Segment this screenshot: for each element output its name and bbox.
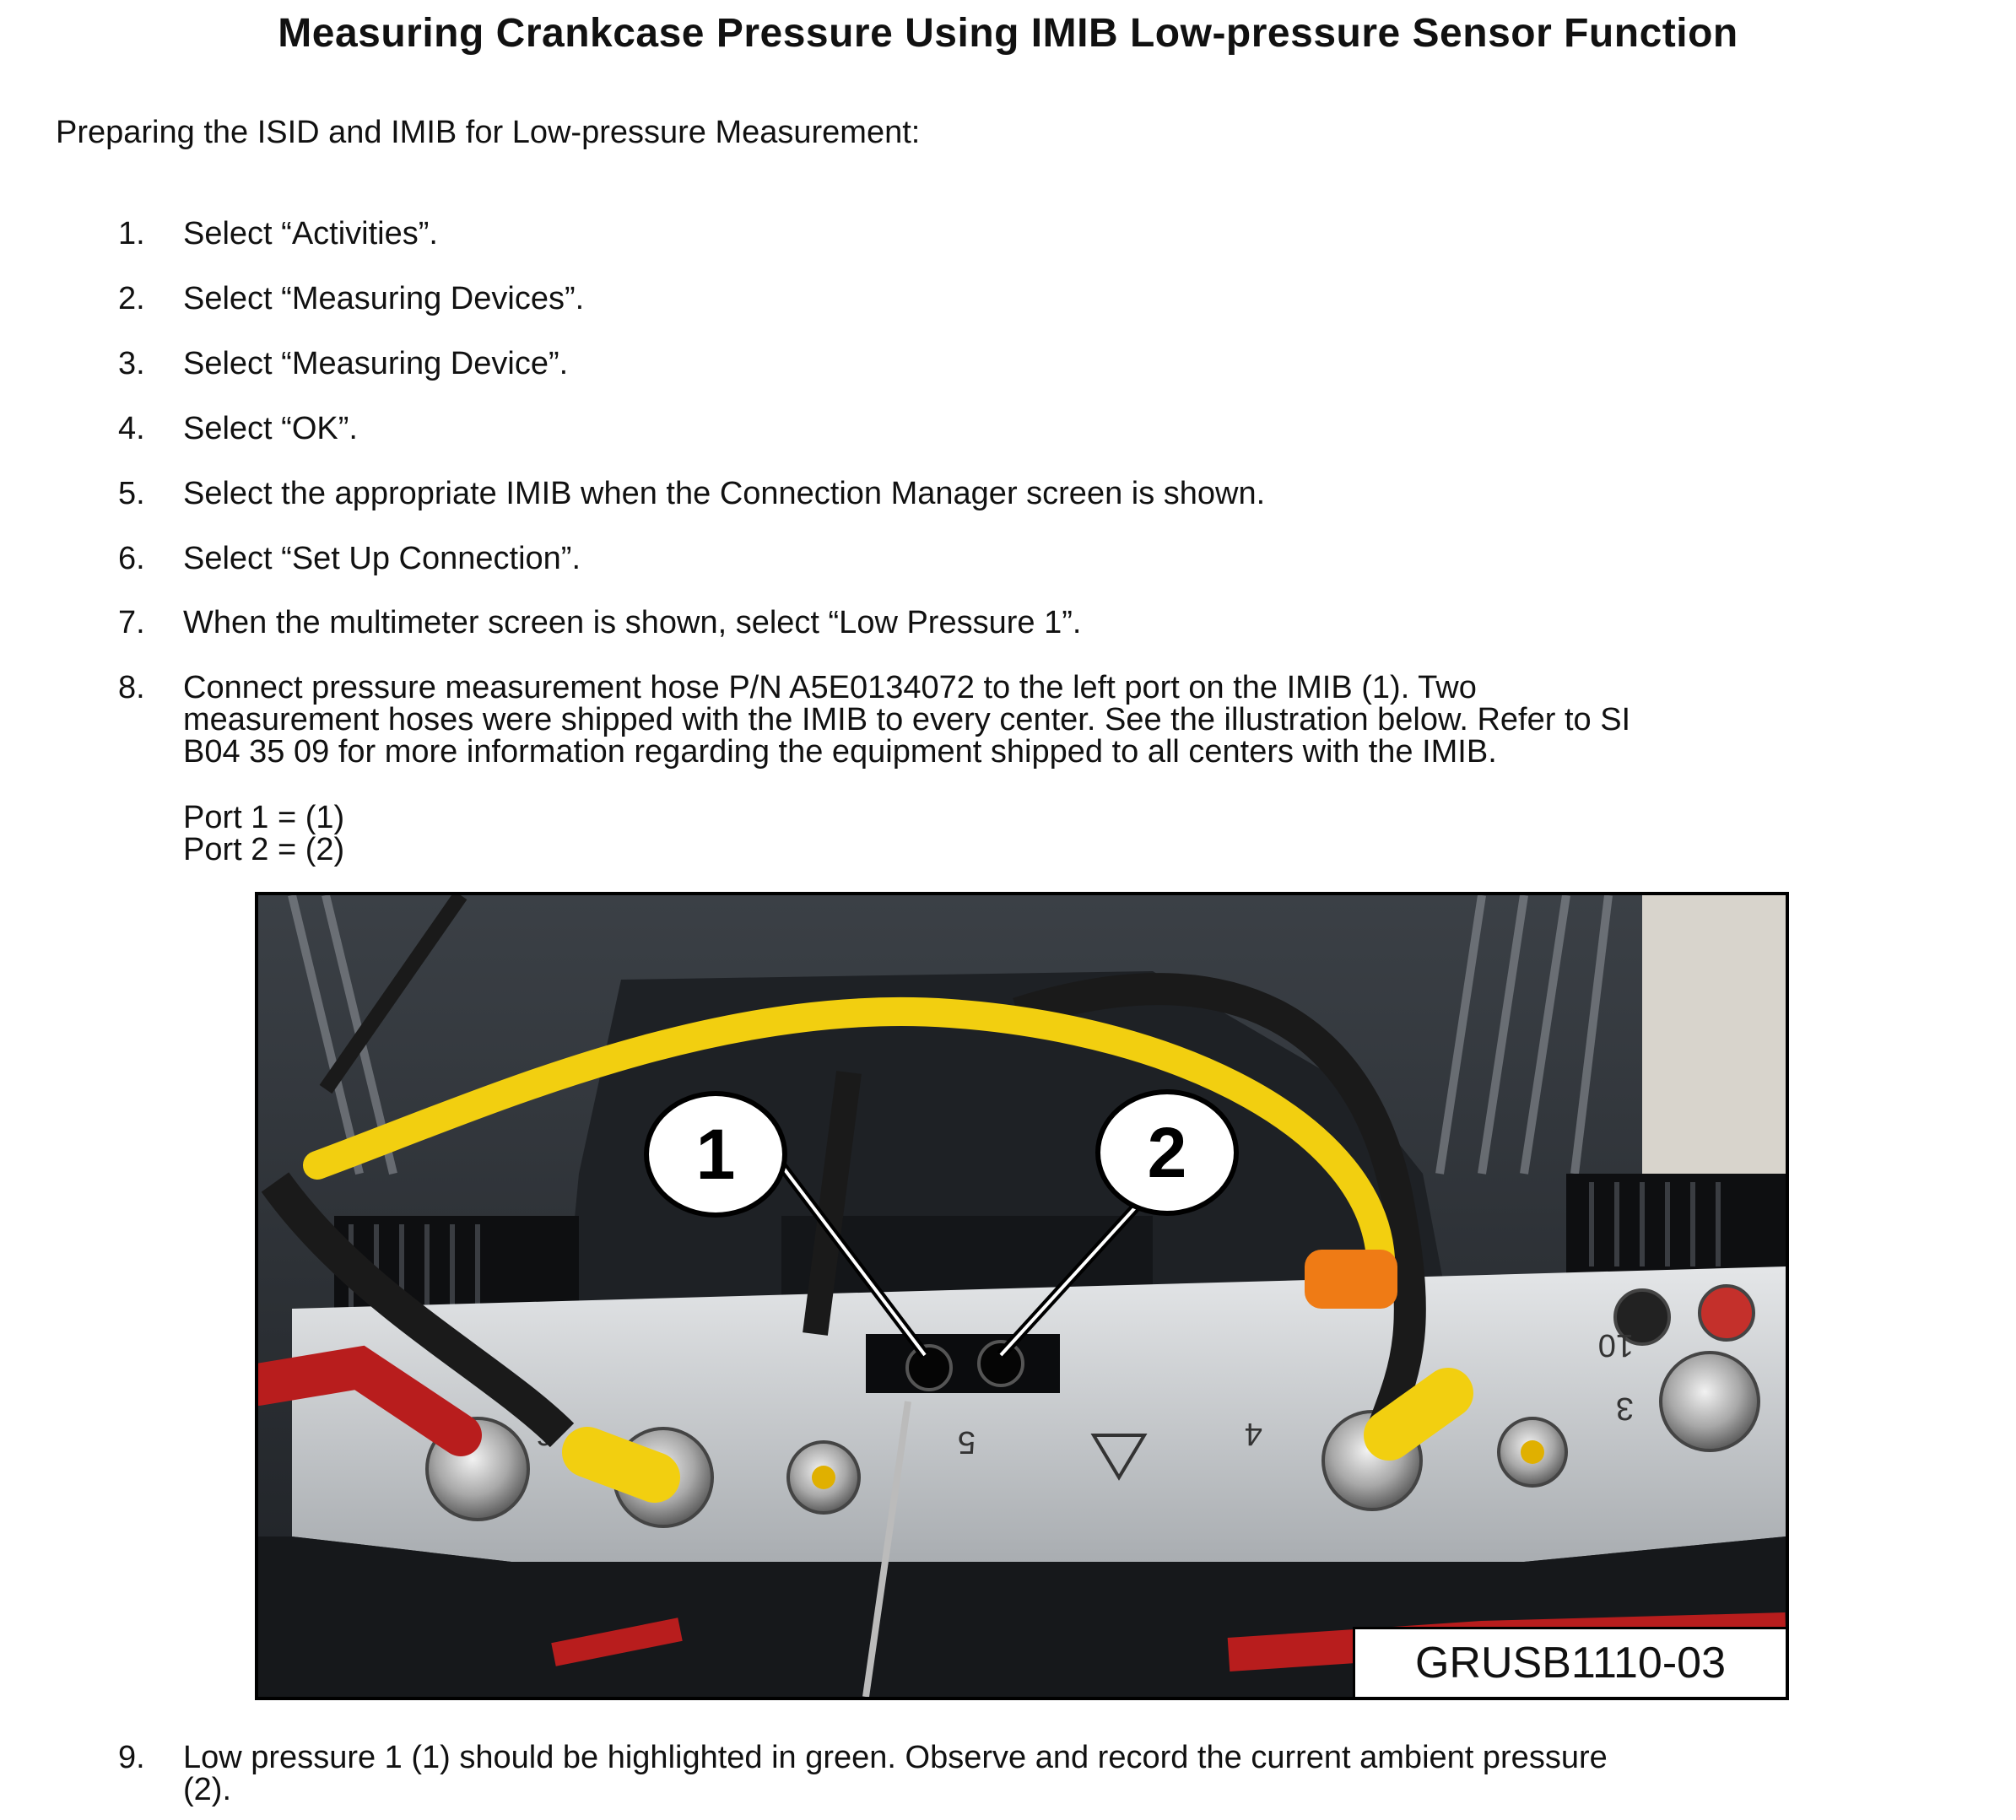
panel-port-number: 10: [1597, 1327, 1634, 1363]
step-number: 9.: [118, 1740, 145, 1775]
panel-port-number: 4: [1244, 1416, 1262, 1451]
step-number: 5.: [118, 476, 145, 511]
figure-caption: GRUSB1110-03: [1353, 1627, 1786, 1697]
step-text: Select “Set Up Connection”.: [183, 541, 581, 576]
imib-photo: [255, 892, 1789, 1700]
panel-port-number: 6: [535, 1416, 554, 1451]
panel-port-number: 5: [957, 1424, 976, 1460]
step-text-line: Low pressure 1 (1) should be highlighted in green. Observe and record the current ambient pressure: [183, 1740, 1608, 1775]
port-label-1: Port 1 = (1): [183, 800, 345, 835]
step-number: 3.: [118, 346, 145, 381]
step-number: 1.: [118, 216, 145, 251]
step-text-line: (2).: [183, 1772, 231, 1807]
step-number: 6.: [118, 541, 145, 576]
step-text: Select “Activities”.: [183, 216, 438, 251]
page-title: Measuring Crankcase Pressure Using IMIB Low-pressure Sensor Function: [278, 11, 1738, 56]
callout-1: 1: [644, 1091, 787, 1218]
imib-photo-illustration: [258, 895, 1786, 1697]
panel-port-number: 3: [1615, 1391, 1634, 1426]
step-number: 4.: [118, 411, 145, 446]
port-label-2: Port 2 = (2): [183, 832, 345, 867]
step-number: 7.: [118, 605, 145, 640]
step-text-line: B04 35 09 for more information regarding the equipment shipped to all centers with the IMIB.: [183, 734, 1497, 770]
step-text: Select the appropriate IMIB when the Connection Manager screen is shown.: [183, 476, 1266, 511]
step-text: Select “Measuring Device”.: [183, 346, 569, 381]
step-text-line: Connect pressure measurement hose P/N A5E0134072 to the left port on the IMIB (1). Two: [183, 670, 1477, 705]
step-text-line: measurement hoses were shipped with the IMIB to every center. See the illustration below. Refer to SI: [183, 702, 1631, 737]
section-subtitle: Preparing the ISID and IMIB for Low-pressure Measurement:: [56, 115, 921, 150]
step-text: Select “Measuring Devices”.: [183, 281, 585, 316]
step-number: 2.: [118, 281, 145, 316]
step-text: When the multimeter screen is shown, select “Low Pressure 1”.: [183, 605, 1082, 640]
callout-2: 2: [1095, 1089, 1239, 1216]
step-number: 8.: [118, 670, 145, 705]
step-text: Select “OK”.: [183, 411, 358, 446]
